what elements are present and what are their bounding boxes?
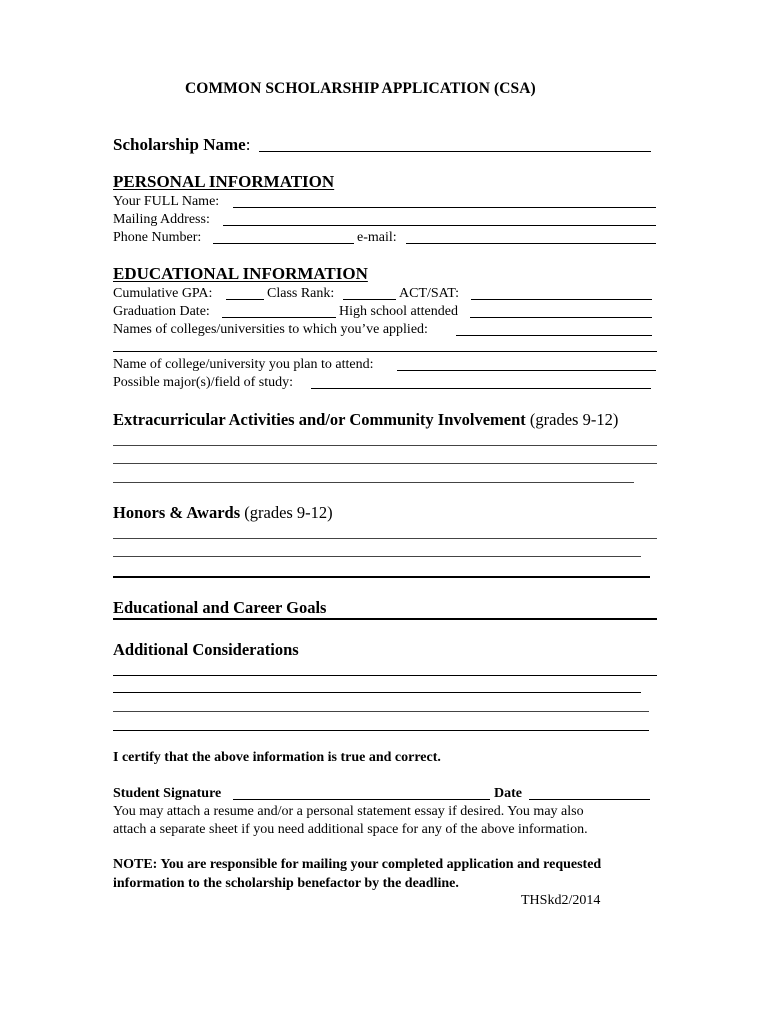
major-label: Possible major(s)/field of study: bbox=[113, 375, 294, 390]
honors-line-1[interactable] bbox=[113, 538, 657, 539]
full-name-field[interactable] bbox=[233, 207, 656, 208]
scholarship-name-field[interactable] bbox=[259, 151, 651, 152]
extracurricular-line-1[interactable] bbox=[113, 445, 657, 446]
date-label: Date bbox=[494, 786, 522, 801]
extracurricular-line-3[interactable] bbox=[113, 482, 634, 483]
high-school-label: High school attended bbox=[339, 304, 458, 319]
note-line-1: NOTE: You are responsible for mailing your completed application and requested bbox=[113, 857, 602, 872]
mailing-address-label: Mailing Address: bbox=[113, 212, 210, 227]
scholarship-name-label: Scholarship Name: bbox=[113, 135, 251, 154]
additional-line-1[interactable] bbox=[113, 675, 657, 676]
email-field[interactable] bbox=[406, 243, 656, 244]
major-field[interactable] bbox=[311, 388, 651, 389]
colleges-applied-field-2[interactable] bbox=[113, 351, 657, 352]
phone-field[interactable] bbox=[213, 243, 354, 244]
email-label: e-mail: bbox=[357, 230, 397, 245]
planned-college-field[interactable] bbox=[397, 370, 656, 371]
extracurricular-line-2[interactable] bbox=[113, 463, 657, 464]
date-field[interactable] bbox=[529, 799, 650, 800]
additional-line-3[interactable] bbox=[113, 711, 649, 712]
signature-field[interactable] bbox=[233, 799, 490, 800]
personal-info-heading: PERSONAL INFORMATION bbox=[113, 172, 335, 191]
colleges-applied-field[interactable] bbox=[456, 335, 652, 336]
graduation-date-field[interactable] bbox=[222, 317, 336, 318]
act-sat-label: ACT/SAT: bbox=[399, 286, 459, 301]
mailing-address-field[interactable] bbox=[223, 225, 656, 226]
class-rank-field[interactable] bbox=[343, 299, 396, 300]
note-line-2: information to the scholarship benefactor by the deadline. bbox=[113, 876, 459, 891]
additional-heading: Additional Considerations bbox=[113, 640, 299, 659]
goals-heading: Educational and Career Goals bbox=[113, 598, 327, 617]
extracurricular-heading: Extracurricular Activities and/or Community Involvement (grades 9-12) bbox=[113, 410, 619, 429]
act-sat-field[interactable] bbox=[471, 299, 652, 300]
honors-line-3[interactable] bbox=[113, 576, 650, 578]
honors-heading: Honors & Awards (grades 9-12) bbox=[113, 503, 333, 522]
educational-info-heading: EDUCATIONAL INFORMATION bbox=[113, 264, 368, 283]
planned-college-label: Name of college/university you plan to attend: bbox=[113, 357, 374, 372]
attach-note-line-1: You may attach a resume and/or a personal statement essay if desired. You may also bbox=[113, 804, 584, 819]
signature-label: Student Signature bbox=[113, 786, 222, 801]
phone-label: Phone Number: bbox=[113, 230, 202, 245]
full-name-label: Your FULL Name: bbox=[113, 194, 220, 209]
gpa-label: Cumulative GPA: bbox=[113, 286, 213, 301]
footer-code: THSkd2/2014 bbox=[521, 893, 601, 908]
graduation-date-label: Graduation Date: bbox=[113, 304, 210, 319]
certify-statement: I certify that the above information is true and correct. bbox=[113, 750, 441, 765]
honors-line-2[interactable] bbox=[113, 556, 641, 557]
additional-line-2[interactable] bbox=[113, 692, 641, 693]
gpa-field[interactable] bbox=[226, 299, 264, 300]
colleges-applied-label: Names of colleges/universities to which you’ve applied: bbox=[113, 322, 428, 337]
goals-line[interactable] bbox=[113, 618, 657, 620]
attach-note-line-2: attach a separate sheet if you need additional space for any of the above information. bbox=[113, 822, 588, 837]
form-title: COMMON SCHOLARSHIP APPLICATION (CSA) bbox=[185, 80, 536, 97]
additional-line-4[interactable] bbox=[113, 730, 649, 731]
high-school-field[interactable] bbox=[470, 317, 652, 318]
class-rank-label: Class Rank: bbox=[267, 286, 335, 301]
